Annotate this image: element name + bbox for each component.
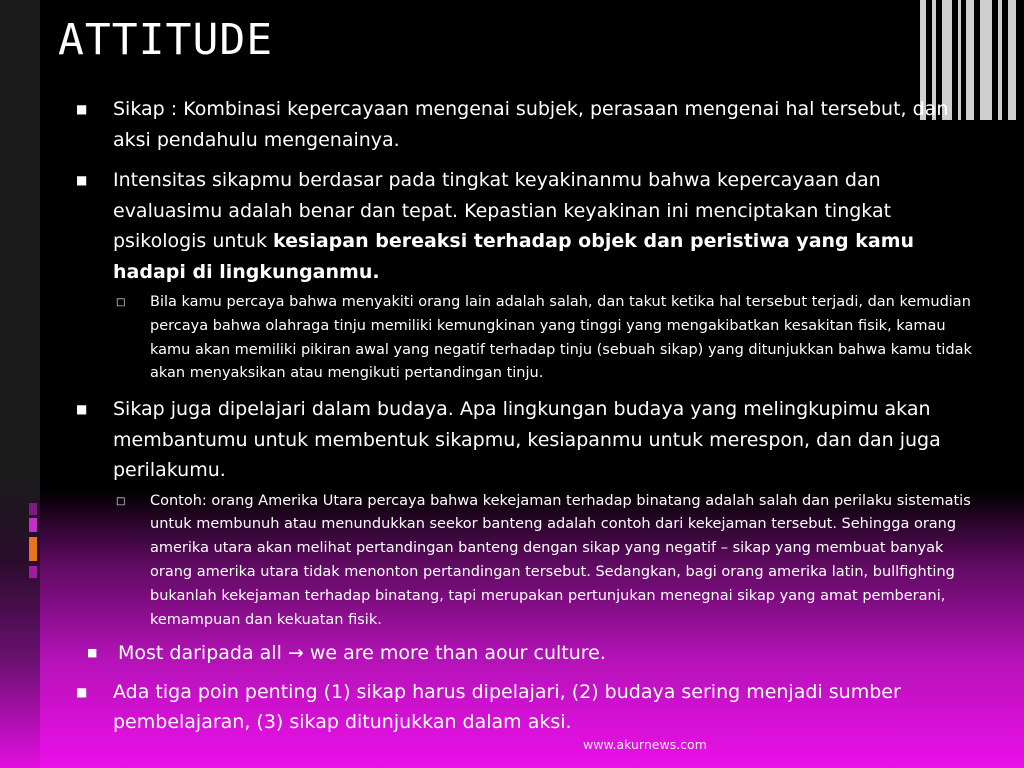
- square-bullet-icon: ■: [87, 646, 98, 660]
- bullet-item: [74, 677, 984, 738]
- bullet-text: Most daripada all → we are more than aour culture.: [118, 642, 606, 665]
- slide-content: [74, 94, 984, 738]
- hollow-square-bullet-icon: □: [116, 297, 126, 308]
- bullet-item: [74, 94, 984, 155]
- bullet-item: [76, 638, 984, 669]
- square-bullet-icon: ■: [76, 102, 88, 116]
- sub-bullet-item: [74, 291, 984, 386]
- accent-bar: [29, 566, 37, 578]
- square-bullet-icon: ■: [76, 402, 88, 417]
- bullet-text: Sikap : Kombinasi kepercayaan mengenai subjek, perasaan mengenai hal tersebut, dan aksi pendahulu mengenainya.: [113, 98, 949, 151]
- bullet-text: Sikap juga dipelajari dalam budaya. Apa lingkungan budaya yang melingkupimu akan membantumu untuk membentuk sikapmu, kesiapanmu untuk merespon, dan dan juga perilakumu.: [113, 398, 941, 482]
- square-bullet-icon: ■: [76, 684, 88, 699]
- decoration-strip: [998, 0, 1002, 120]
- bullet-text: Ada tiga poin penting (1) sikap harus dipelajari, (2) budaya sering menjadi sumber pembelajaran, (3) sikap ditunjukkan dalam aksi.: [113, 680, 901, 734]
- accent-bar: [29, 503, 37, 515]
- left-edge-panel: [0, 0, 40, 768]
- square-bullet-icon: ■: [76, 173, 88, 187]
- hollow-square-bullet-icon: □: [116, 495, 126, 507]
- decoration-strip: [1008, 0, 1016, 120]
- accent-bar: [29, 537, 37, 561]
- sub-bullet-text: Contoh: orang Amerika Utara percaya bahwa kekejaman terhadap binatang adalah salah dan perilaku sistematis untuk membunuh atau menundukkan seekor banteng adalah contoh dari kekejaman tersebut. Sehingga orang amerika utara akan melihat pertandingan banteng dengan sikap yang negatif – sikap yang membuat banyak orang amerika utara tidak menonton pertandingan tersebut. Sedangkan, bagi orang amerika latin, bullfighting bukanlah kekejaman terhadap binatang, tapi merupakan pertunjukan menegnai sikap yang amat pemberani, kemampuan dan kekuatan fisik.: [150, 492, 971, 628]
- accent-bar: [29, 518, 37, 532]
- sub-bullet-item: [74, 490, 984, 633]
- footer-url: www.akurnews.com: [583, 737, 707, 752]
- bullet-bold-text: kesiapan bereaksi terhadap objek dan peristiwa yang kamu hadapi di lingkunganmu.: [113, 230, 915, 283]
- bullet-item: [74, 165, 984, 287]
- bullet-item: [74, 394, 984, 486]
- slide-title: ATTITUDE: [58, 15, 274, 65]
- bullet-text: Intensitas sikapmu berdasar pada tingkat keyakinanmu bahwa kepercayaan dan evaluasimu adalah benar dan tepat. Kepastian keyakinan ini menciptakan tingkat psikologis untuk: [113, 169, 892, 252]
- sub-bullet-text: Bila kamu percaya bahwa menyakiti orang lain adalah salah, dan takut ketika hal tersebut terjadi, dan kemudian percaya bahwa olahraga tinju memiliki kemungkinan yang tinggi yang mengakibatkan kesakitan fisik, kamau kamu akan memiliki pikiran awal yang negatif terhadap tinju (sebuah sikap) yang ditunjukkan bahwa kamu tidak akan menyaksikan atau mengikuti pertandingan tinju.: [150, 294, 972, 382]
